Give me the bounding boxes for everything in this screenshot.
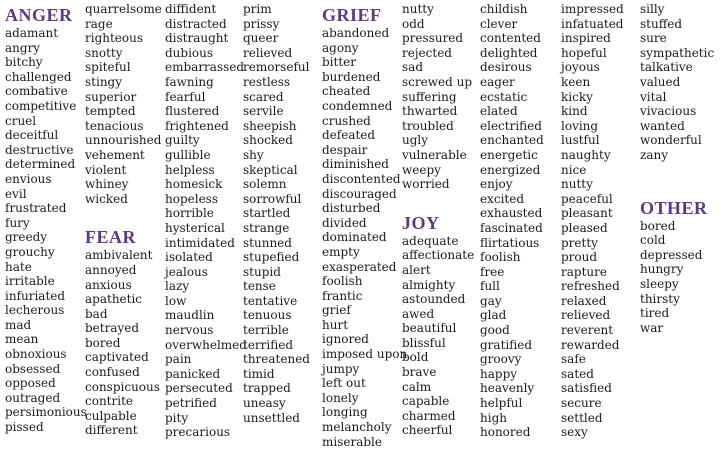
emotion-word: calm (402, 379, 432, 394)
emotion-word: exasperated (322, 259, 397, 274)
anger-word-list (5, 26, 87, 435)
emotion-word: fascinated (480, 220, 543, 235)
emotion-word: overwhelmed (165, 337, 247, 352)
emotion-word: capable (402, 394, 450, 409)
emotion-word: obsessed (5, 361, 61, 376)
emotion-word: thwarted (402, 104, 458, 119)
emotion-word: spiteful (85, 60, 131, 75)
emotion-word: hurt (322, 317, 349, 332)
emotion-word: agony (322, 40, 359, 55)
emotion-word: vulnerable (402, 147, 467, 162)
emotion-word: miserable (322, 434, 382, 449)
emotion-word: combative (5, 84, 68, 99)
emotion-word: annoyed (85, 262, 137, 277)
emotion-word: tense (243, 279, 276, 294)
emotion-word: gullible (165, 147, 211, 162)
emotion-word: opposed (5, 376, 56, 391)
emotion-word: adamant (5, 26, 59, 40)
emotion-word: impressed (561, 2, 624, 16)
emotion-word: diminished (322, 157, 389, 172)
emotion-word: conspicuous (85, 379, 160, 394)
emotion-word: obnoxious (5, 347, 67, 362)
emotion-word: rejected (402, 45, 452, 60)
emotion-word: foolish (480, 250, 521, 265)
emotion-word: righteous (85, 31, 144, 46)
emotion-word: startled (243, 206, 291, 221)
emotion-word: electrified (480, 118, 542, 133)
emotion-word: kind (561, 104, 588, 119)
emotion-word: frantic (322, 288, 363, 303)
emotion-word: pleasant (561, 206, 613, 221)
emotion-word: lecherous (5, 303, 65, 318)
emotion-word: crushed (322, 113, 371, 128)
emotion-word: clever (480, 16, 518, 31)
emotion-word: challenged (5, 69, 72, 84)
emotion-word: glad (480, 308, 507, 323)
emotion-word: apathetic (85, 292, 143, 307)
emotion-word: whiney (85, 177, 129, 192)
emotion-word: flirtatious (480, 235, 540, 250)
emotion-word: unsettled (243, 410, 300, 425)
emotion-word: helpful (480, 396, 523, 411)
emotion-word: depressed (640, 247, 703, 262)
emotion-word: envious (5, 171, 52, 186)
emotion-word: bored (85, 335, 121, 350)
emotion-word: energized (480, 162, 541, 177)
emotion-word: quarrelsome (85, 2, 162, 16)
emotion-word: nutty (561, 177, 593, 192)
emotion-word: vivacious (640, 104, 697, 119)
emotion-word: stingy (85, 74, 123, 89)
emotion-word: cruel (5, 113, 37, 128)
emotion-word: affectionate (402, 248, 475, 263)
emotion-word: fury (5, 215, 30, 230)
emotion-word: energetic (480, 147, 538, 162)
emotion-word: unnourished (85, 133, 162, 148)
emotion-word: restless (243, 74, 291, 89)
emotion-word: scared (243, 89, 284, 104)
emotion-word: mean (5, 332, 39, 347)
emotion-word: prim (243, 2, 272, 16)
emotion-word: different (85, 423, 138, 438)
emotion-word: grief (322, 303, 351, 318)
grief-continued-word-list (402, 2, 474, 192)
emotion-word: groovy (480, 352, 522, 367)
emotion-word: persecuted (165, 381, 233, 396)
emotion-word: imposed upon (322, 347, 408, 362)
emotion-word: timid (243, 366, 275, 381)
emotion-word: pressured (402, 31, 464, 46)
emotion-word: keen (561, 74, 591, 89)
emotion-word: hopeless (165, 191, 218, 206)
emotion-word: safe (561, 352, 586, 367)
emotion-word: exhausted (480, 206, 543, 221)
emotion-word: intimidated (165, 235, 235, 250)
grief-heading: GRIEF (322, 5, 382, 25)
emotion-word: hysterical (165, 220, 225, 235)
emotion-word: screwed up (402, 74, 472, 89)
emotion-word: silly (640, 2, 665, 16)
emotion-word: greedy (5, 230, 48, 245)
emotion-word: fearful (165, 89, 206, 104)
emotion-word: melancholy (322, 420, 392, 435)
emotion-word: fawning (165, 74, 214, 89)
emotion-word: kicky (561, 89, 593, 104)
emotion-word: pretty (561, 235, 598, 250)
emotion-word: condemned (322, 98, 393, 113)
emotion-word: mad (5, 317, 32, 332)
emotion-word: honored (480, 425, 531, 440)
emotion-word: diffident (165, 2, 217, 16)
emotion-word: sexy (561, 425, 588, 440)
emotion-word: troubled (402, 118, 454, 133)
emotion-word: relieved (561, 308, 611, 323)
emotion-word: shocked (243, 133, 293, 148)
emotion-word: horrible (165, 206, 214, 221)
emotion-word: queer (243, 31, 279, 46)
emotion-word: persimonious (5, 405, 87, 420)
grief-column (322, 0, 407, 449)
emotion-word: sorrowful (243, 191, 302, 206)
joy-continued-word-list-2 (561, 2, 624, 440)
emotion-word: childish (480, 2, 528, 16)
emotion-word: captivated (85, 350, 149, 365)
emotion-word: stunned (243, 235, 292, 250)
emotion-word: vehement (85, 147, 145, 162)
emotion-word: stupid (243, 264, 281, 279)
emotion-word: alert (402, 262, 431, 277)
emotion-word: confused (85, 365, 140, 380)
emotion-word: almighty (402, 277, 456, 292)
emotion-word: lustful (561, 133, 600, 148)
emotion-word: infatuated (561, 16, 624, 31)
emotion-word: sad (402, 60, 423, 75)
emotion-word: rewarded (561, 337, 620, 352)
emotion-word: enchanted (480, 133, 544, 148)
emotion-word: inspired (561, 31, 611, 46)
anger-continued-word-list (85, 2, 162, 206)
emotion-word: jumpy (322, 361, 360, 376)
joy-continued-column-2 (561, 2, 624, 440)
emotion-word: bored (640, 218, 676, 233)
emotion-word: jealous (165, 264, 208, 279)
emotion-word: pity (165, 410, 189, 425)
emotion-word: wanted (640, 118, 685, 133)
emotion-word: adequate (402, 233, 459, 248)
joy-heading: JOY (402, 212, 440, 233)
emotion-word: dubious (165, 45, 214, 60)
emotion-word: divided (322, 215, 367, 230)
emotion-word: foolish (322, 274, 363, 289)
emotion-word: embarrassed (165, 60, 245, 75)
emotion-word: grouchy (5, 244, 55, 259)
emotion-word: hungry (640, 262, 684, 277)
emotion-word: charmed (402, 408, 456, 423)
emotion-word: relaxed (561, 293, 607, 308)
emotion-word: sheepish (243, 118, 297, 133)
emotion-word: naughty (561, 147, 611, 162)
emotion-word: irritable (5, 274, 55, 289)
emotion-word: skeptical (243, 162, 298, 177)
emotion-word: destructive (5, 142, 74, 157)
emotion-word: solemn (243, 177, 287, 192)
emotion-word: elated (480, 104, 518, 119)
emotion-word: settled (561, 410, 603, 425)
emotion-word: anxious (85, 277, 132, 292)
emotion-word: loving (561, 118, 599, 133)
emotion-word: pain (165, 352, 192, 367)
emotion-word: maudlin (165, 308, 215, 323)
emotion-word: outraged (5, 390, 61, 405)
emotion-word: deceitful (5, 128, 59, 143)
emotion-word: lazy (165, 279, 190, 294)
emotion-word: burdened (322, 69, 381, 84)
other-heading: OTHER (640, 197, 708, 218)
emotion-word: longing (322, 405, 368, 420)
emotion-word: evil (5, 186, 27, 201)
emotion-word: stupefied (243, 250, 300, 265)
joy-continued-column-3 (640, 2, 714, 335)
emotion-word: full (480, 279, 500, 294)
emotion-word: relieved (243, 45, 293, 60)
emotion-word: talkative (640, 60, 693, 75)
emotion-word: rage (85, 16, 113, 31)
emotion-word: tentative (243, 293, 298, 308)
emotion-word: satisfied (561, 381, 612, 396)
emotion-word: abandoned (322, 26, 390, 40)
emotion-word: sympathetic (640, 45, 715, 60)
fear-continued-word-list-2 (243, 2, 310, 425)
emotion-word: odd (402, 16, 425, 31)
emotion-word: pissed (5, 420, 44, 435)
emotion-word: helpless (165, 162, 215, 177)
emotion-word: tempted (85, 104, 136, 119)
emotion-word: low (165, 293, 187, 308)
emotion-word: brave (402, 365, 437, 380)
joy-continued-column-1 (480, 2, 544, 440)
emotion-word: petrified (165, 396, 217, 411)
emotion-word: secure (561, 396, 602, 411)
emotion-word: shy (243, 147, 264, 162)
emotion-word: stuffed (640, 16, 683, 31)
fear-continued-word-list-1 (165, 2, 247, 440)
anger-column (5, 0, 87, 435)
emotion-word: happy (480, 366, 518, 381)
emotion-word: violent (85, 162, 127, 177)
emotion-word: ecstatic (480, 89, 528, 104)
emotion-word: contented (480, 31, 541, 46)
emotion-word: cheerful (402, 423, 453, 438)
emotion-word: culpable (85, 408, 137, 423)
emotion-word: free (480, 264, 505, 279)
emotion-word: left out (322, 376, 366, 391)
emotion-word: proud (561, 250, 598, 265)
emotion-word: contrite (85, 394, 133, 409)
emotion-word: bold (402, 350, 429, 365)
emotion-word: valued (640, 74, 681, 89)
emotion-word: awed (402, 306, 435, 321)
emotion-word: cheated (322, 84, 371, 99)
emotion-word: excited (480, 191, 525, 206)
emotion-word: vital (640, 89, 667, 104)
emotion-word: rapture (561, 264, 607, 279)
emotion-word: eager (480, 74, 515, 89)
emotion-word: terrible (243, 323, 289, 338)
emotion-word: distraught (165, 31, 229, 46)
emotion-word: joyous (561, 60, 600, 75)
emotion-word: flustered (165, 104, 220, 119)
emotion-word: worried (402, 177, 450, 192)
fear-continued-column-1 (165, 2, 247, 440)
emotion-word: desirous (480, 60, 532, 75)
emotion-word: empty (322, 244, 360, 259)
emotion-word: superior (85, 89, 137, 104)
emotion-word: sleepy (640, 276, 679, 291)
emotion-word: discontented (322, 171, 401, 186)
emotion-word: war (640, 320, 664, 335)
emotion-word: heavenly (480, 381, 535, 396)
emotion-word: defeated (322, 128, 376, 143)
emotion-word: refreshed (561, 279, 620, 294)
emotion-word: suffering (402, 89, 457, 104)
emotion-word: terrified (243, 337, 294, 352)
joy-continued-word-list-1 (480, 2, 544, 440)
anger-continued-column (85, 2, 162, 438)
fear-continued-column-2 (243, 2, 310, 425)
emotion-word: wonderful (640, 133, 702, 148)
emotion-word: peaceful (561, 191, 613, 206)
emotion-word: tenacious (85, 118, 144, 133)
emotion-word: determined (5, 157, 76, 172)
emotion-word: ignored (322, 332, 369, 347)
emotion-word: astounded (402, 292, 466, 307)
emotion-word: distracted (165, 16, 227, 31)
emotion-word: gratified (480, 337, 533, 352)
emotion-word: discouraged (322, 186, 397, 201)
emotion-word: nutty (402, 2, 434, 16)
emotion-word: lonely (322, 390, 359, 405)
emotion-word: zany (640, 147, 668, 162)
other-word-list (640, 219, 714, 336)
emotion-word: hopeful (561, 45, 607, 60)
grief-continued-column (402, 2, 474, 438)
emotion-word: hate (5, 259, 32, 274)
emotion-word: isolated (165, 250, 213, 265)
emotion-word: ambivalent (85, 248, 153, 263)
joy-word-list (402, 234, 474, 438)
emotion-word: uneasy (243, 396, 286, 411)
emotion-word: prissy (243, 16, 280, 31)
emotion-word: infuriated (5, 288, 66, 303)
grief-word-list (322, 26, 407, 449)
emotion-word: precarious (165, 425, 231, 440)
emotion-word: pleased (561, 220, 608, 235)
joy-continued-word-list-3 (640, 2, 714, 163)
emotion-word: despair (322, 142, 368, 157)
emotion-word: trapped (243, 381, 291, 396)
emotion-word: guilty (165, 133, 200, 148)
emotion-word: betrayed (85, 321, 140, 336)
emotion-word: strange (243, 220, 290, 235)
emotion-word: high (480, 410, 507, 425)
emotion-word: wicked (85, 191, 128, 206)
emotion-word: snotty (85, 45, 123, 60)
emotion-word: disturbed (322, 201, 381, 216)
emotion-word: bitter (322, 55, 357, 70)
emotion-word: dominated (322, 230, 387, 245)
emotion-word: blissful (402, 335, 446, 350)
emotion-word: frustrated (5, 201, 67, 216)
emotion-word: weepy (402, 162, 441, 177)
emotion-word: cold (640, 233, 666, 248)
emotion-word: delighted (480, 45, 538, 60)
emotion-word: homesick (165, 177, 223, 192)
emotion-word: tenuous (243, 308, 292, 323)
emotion-word: angry (5, 40, 41, 55)
emotion-word: enjoy (480, 177, 513, 192)
emotion-word: ugly (402, 133, 429, 148)
emotion-word: competitive (5, 98, 77, 113)
emotion-word: thirsty (640, 291, 680, 306)
fear-heading: FEAR (85, 227, 136, 248)
emotion-word: sure (640, 31, 667, 46)
emotion-word: remorseful (243, 60, 310, 75)
emotion-word: bitchy (5, 55, 43, 70)
emotion-word: gay (480, 293, 502, 308)
emotion-word: threatened (243, 352, 310, 367)
emotion-word: nice (561, 162, 587, 177)
emotion-word: bad (85, 306, 108, 321)
emotion-word: nervous (165, 323, 214, 338)
emotion-word: reverent (561, 323, 614, 338)
emotion-word: tired (640, 306, 670, 321)
emotion-word: good (480, 323, 510, 338)
emotion-word: panicked (165, 366, 221, 381)
emotion-word: servile (243, 104, 284, 119)
anger-heading: ANGER (5, 5, 73, 25)
emotion-word: frightened (165, 118, 229, 133)
emotion-word: beautiful (402, 321, 457, 336)
emotion-word: sated (561, 366, 594, 381)
fear-word-list (85, 248, 162, 438)
